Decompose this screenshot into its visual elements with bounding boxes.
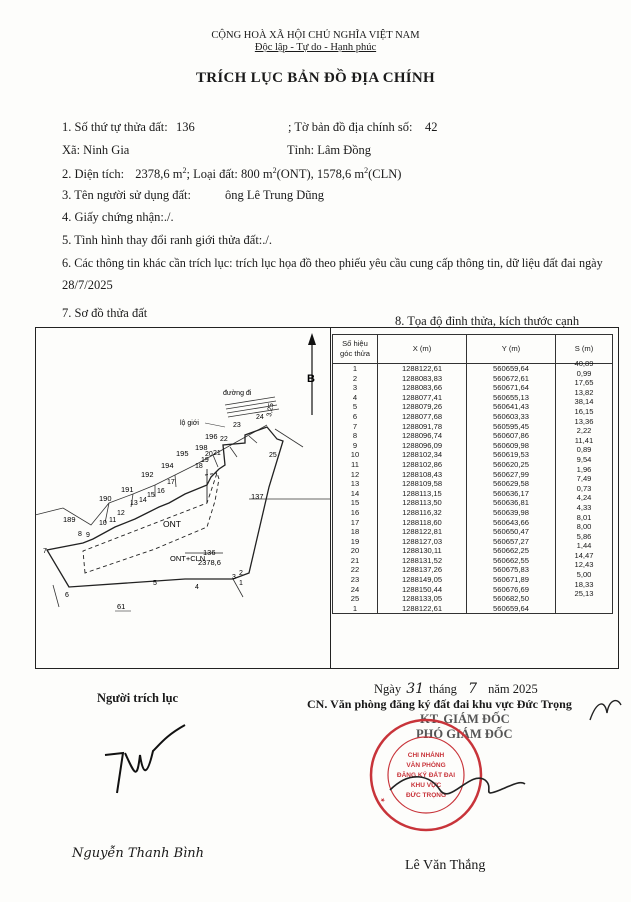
x-cell: 1288122,61	[378, 604, 467, 614]
table-row	[333, 518, 613, 528]
vertex-label-13: 13	[130, 500, 138, 507]
side-length: 18,33	[574, 579, 594, 589]
side-length: 38,14	[574, 397, 594, 407]
vertex-label-25: 25	[269, 452, 277, 459]
extractor-title: Người trích lục	[97, 691, 179, 705]
table-row	[333, 364, 613, 374]
y-cell: 560641,43	[467, 402, 556, 412]
boundary-change-text: 5. Tình hình thay đổi ranh giới thửa đất:./.	[62, 233, 273, 247]
vertex-cell: 4	[333, 393, 378, 403]
owner-label: 3. Tên người sử dụng đất:	[62, 188, 191, 202]
table-row	[333, 508, 613, 518]
frame-divider	[330, 328, 331, 668]
x-cell: 1288149,05	[378, 575, 467, 585]
vertex-label-8: 8	[78, 531, 82, 538]
table-row	[333, 441, 613, 451]
table-row	[333, 585, 613, 595]
side-length: 40,89	[574, 359, 594, 368]
side-length: 14,47	[574, 550, 594, 560]
vertex-label-5: 5	[153, 580, 157, 587]
x-cell: 1288096,09	[378, 441, 467, 451]
side-length: 2,22	[576, 426, 592, 436]
x-cell: 1288077,41	[378, 393, 467, 403]
date-prefix: Ngày	[374, 682, 402, 696]
vertex-cell: 24	[333, 585, 378, 595]
table-row	[333, 594, 613, 604]
side-length: 4,33	[576, 502, 592, 512]
col-header-y: Y (m)	[467, 335, 556, 364]
y-cell: 560676,69	[467, 585, 556, 595]
vertex-label-7: 7	[43, 548, 47, 555]
y-cell: 560662,25	[467, 546, 556, 556]
table-row	[333, 431, 613, 441]
stamp-line-4: KHU VỰC	[410, 782, 442, 789]
x-cell: 1288077,68	[378, 412, 467, 422]
table-row	[333, 604, 613, 614]
nation-heading: CỘNG HOÀ XÃ HỘI CHỦ NGHĨA VIỆT NAM	[211, 30, 420, 41]
side-cell	[556, 604, 613, 614]
x-cell: 1288122,61	[378, 364, 467, 374]
side-length: 9,54	[576, 454, 592, 464]
x-cell: 1288122,81	[378, 527, 467, 537]
y-cell: 560629,58	[467, 479, 556, 489]
vertex-cell: 9	[333, 441, 378, 451]
y-cell: 560671,64	[467, 383, 556, 393]
land-type-label: ; Loại đất:	[186, 167, 238, 182]
side-length: 0,89	[576, 445, 592, 455]
y-cell: 560607,86	[467, 431, 556, 441]
y-cell: 560619,53	[467, 450, 556, 460]
commune-text: Xã: Ninh Gia	[62, 143, 130, 157]
parcel-no-value: 136	[176, 120, 195, 134]
vertex-cell: 25	[333, 594, 378, 604]
date-line	[374, 681, 538, 697]
parcel-label-top: ONT+CLN	[170, 554, 206, 563]
director-name: Lê Văn Thắng	[405, 858, 486, 873]
table-row	[333, 422, 613, 432]
motto-heading: Độc lập - Tự do - Hạnh phúc	[254, 42, 377, 53]
y-cell: 560603,33	[467, 412, 556, 422]
side-length: 13,82	[574, 387, 594, 397]
vertex-label-10: 10	[99, 520, 107, 527]
margin-mark	[585, 695, 625, 725]
vertex-label-23: 23	[233, 422, 241, 429]
diagram-label: 7. Sơ đồ thửa đất	[62, 306, 148, 320]
director-signature	[380, 760, 530, 820]
col-header-x: X (m)	[378, 335, 467, 364]
parcel-area: 2378,6	[198, 558, 221, 567]
x-cell: 1288113,15	[378, 489, 467, 499]
land-type-cln: (CLN)	[368, 167, 402, 182]
sheet-no-value: 42	[425, 120, 438, 134]
y-cell: 560595,45	[467, 422, 556, 432]
side-length: 7,49	[576, 474, 592, 484]
y-cell: 560671,89	[467, 575, 556, 585]
side-length: 0,99	[576, 368, 592, 378]
svg-text:★: ★	[379, 795, 388, 804]
vertex-cell: 21	[333, 556, 378, 566]
vertex-label-11: 11	[109, 517, 117, 524]
extractor-name: Nguyễn Thanh Bình	[72, 846, 205, 861]
vertex-cell: 5	[333, 402, 378, 412]
road-label: đường đi	[223, 390, 252, 397]
vertex-label-14: 14	[139, 497, 147, 504]
vertex-cell: 16	[333, 508, 378, 518]
owner-value: ông Lê Trung Dũng	[225, 188, 324, 202]
table-row	[333, 537, 613, 547]
north-arrow-icon	[307, 333, 316, 415]
neighbor-194: 194	[161, 461, 174, 470]
side-length: 12,43	[574, 560, 594, 570]
side-length: 25,13	[574, 589, 594, 599]
x-cell: 1288127,03	[378, 537, 467, 547]
y-cell: 560650,47	[467, 527, 556, 537]
vertex-label-18: 18	[195, 463, 203, 470]
vertex-cell: 12	[333, 470, 378, 480]
vertex-cell: 18	[333, 527, 378, 537]
coordinates-table	[332, 334, 613, 614]
y-cell: 560682,50	[467, 594, 556, 604]
neighbor-196: 196	[205, 432, 218, 441]
side-cell	[556, 589, 613, 604]
vertex-cell: 6	[333, 412, 378, 422]
vertex-cell: 13	[333, 479, 378, 489]
kt-title: KT. GIÁM ĐỐC	[420, 712, 510, 726]
x-cell: 1288096,74	[378, 431, 467, 441]
side-length: 11,41	[574, 435, 594, 445]
x-cell: 1288118,60	[378, 518, 467, 528]
land-type-sup-2: 2	[364, 166, 369, 175]
x-cell: 1288150,44	[378, 585, 467, 595]
neighbor-191: 191	[121, 485, 134, 494]
y-cell: 560636,17	[467, 489, 556, 499]
x-cell: 1288109,58	[378, 479, 467, 489]
north-label: B	[307, 373, 315, 385]
vertex-label-2: 2	[239, 570, 243, 577]
table-row	[333, 575, 613, 585]
neighbor-61: 61	[117, 602, 126, 611]
x-cell: 1288091,78	[378, 422, 467, 432]
side-length: 16,15	[574, 406, 594, 416]
table-row	[333, 393, 613, 403]
side-length: 4,24	[576, 493, 592, 503]
vertex-cell: 11	[333, 460, 378, 470]
vertex-label-21: 21	[213, 450, 221, 457]
vertex-label-6: 6	[65, 592, 69, 599]
y-cell: 560627,99	[467, 470, 556, 480]
coords-label: 8. Tọa độ đỉnh thửa, kích thước cạnh	[395, 314, 580, 328]
side-length: 5,86	[576, 531, 592, 541]
vertex-cell: 10	[333, 450, 378, 460]
land-type-sup-1: 2	[272, 166, 277, 175]
extractor-signature	[95, 715, 205, 805]
table-row	[333, 374, 613, 384]
table-row	[333, 489, 613, 499]
vertex-label-20: 20	[205, 451, 213, 458]
x-cell: 1288108,43	[378, 470, 467, 480]
vertex-label-24: 24	[256, 414, 264, 421]
x-cell: 1288079,26	[378, 402, 467, 412]
x-cell: 1288130,11	[378, 546, 467, 556]
y-cell: 560662,55	[467, 556, 556, 566]
x-cell: 1288131,52	[378, 556, 467, 566]
y-cell: 560657,27	[467, 537, 556, 547]
vertex-cell: 23	[333, 575, 378, 585]
vertex-label-4: 4	[195, 584, 199, 591]
parcel-map	[35, 327, 330, 667]
y-cell: 560620,25	[467, 460, 556, 470]
table-row	[333, 383, 613, 393]
stamp-line-3: ĐĂNG KÝ ĐẤT ĐAI	[396, 772, 456, 779]
side-length: 5,00	[576, 570, 592, 580]
neighbor-189: 189	[63, 515, 76, 524]
vertex-cell: 20	[333, 546, 378, 556]
vertex-label-9: 9	[86, 532, 90, 539]
deputy-title: PHÓ GIÁM ĐỐC	[416, 727, 513, 741]
col-header-s: S (m)	[556, 335, 613, 364]
table-row	[333, 556, 613, 566]
vertex-label-3: 3	[232, 574, 236, 581]
vertex-label-12: 12	[117, 510, 125, 517]
date-month-label: tháng	[429, 682, 457, 696]
vertex-label-1: 1	[239, 580, 243, 587]
table-row	[333, 470, 613, 480]
area-superscript: 2	[182, 166, 187, 175]
col-header-vertex: Số hiệu góc thửa	[333, 335, 378, 364]
stamp-line-1: CHI NHÁNH	[407, 752, 445, 759]
table-row	[333, 460, 613, 470]
parcel-no-label: 1. Số thứ tự thửa đất:	[62, 120, 168, 134]
x-cell: 1288102,86	[378, 460, 467, 470]
other-info-line-1: 6. Các thông tin khác cần trích lục: trích lục họa đồ theo phiếu yêu cầu cung cấp thông tin, dữ liệu đất đai ngày	[62, 256, 603, 270]
ont-label: ONT	[163, 519, 181, 529]
vertex-cell: 19	[333, 537, 378, 547]
certificate-text: 4. Giấy chứng nhận:./.	[62, 210, 174, 224]
date-day: 31	[406, 681, 425, 697]
side-length: 0,73	[576, 483, 592, 493]
lo-gioi-label: lộ giới	[180, 420, 199, 427]
side-length: 13,36	[574, 416, 594, 426]
side-length: 8,00	[576, 522, 592, 532]
sheet-no-label: ; Tờ bản đồ địa chính số:	[288, 120, 413, 134]
table-row	[333, 402, 613, 412]
vertex-cell: 1	[333, 604, 378, 614]
neighbor-198: 198	[195, 443, 208, 452]
vertex-cell: 1	[333, 364, 378, 374]
y-cell: 560636,81	[467, 498, 556, 508]
table-row	[333, 546, 613, 556]
land-type-ont: (ONT), 1578,6 m	[276, 167, 365, 182]
table-row	[333, 412, 613, 422]
vertex-cell: 14	[333, 489, 378, 499]
side-length: 1,96	[576, 464, 592, 474]
neighbor-192: 192	[141, 470, 154, 479]
area-line	[62, 166, 401, 182]
x-cell: 1288137,26	[378, 565, 467, 575]
vertex-cell: 7	[333, 422, 378, 432]
document-title: TRÍCH LỤC BẢN ĐỒ ĐỊA CHÍNH	[195, 70, 436, 86]
parcel-number: 136	[203, 548, 216, 557]
vertex-label-15: 15	[147, 492, 155, 499]
vertex-cell: 22	[333, 565, 378, 575]
x-cell: 1288113,50	[378, 498, 467, 508]
land-type-value-1: 800 m	[241, 167, 273, 182]
vertex-label-16: 16	[157, 488, 165, 495]
area-value: 2378,6 m	[135, 167, 183, 182]
vertex-cell: 17	[333, 518, 378, 528]
x-cell: 1288133,05	[378, 594, 467, 604]
y-cell: 560672,61	[467, 374, 556, 384]
x-cell: 1288116,32	[378, 508, 467, 518]
other-info-line-2: 28/7/2025	[62, 278, 113, 292]
y-cell: 560643,66	[467, 518, 556, 528]
vertex-cell: 8	[333, 431, 378, 441]
y-cell: 560675,83	[467, 565, 556, 575]
y-cell: 560659,64	[467, 364, 556, 374]
y-cell: 560659,64	[467, 604, 556, 614]
table-row	[333, 527, 613, 537]
stamp-line-2: VĂN PHÒNG	[406, 762, 446, 769]
neighbor-195: 195	[176, 449, 189, 458]
x-cell: 1288083,66	[378, 383, 467, 393]
coordinates-table-body	[333, 359, 613, 614]
neighbor-137: 137	[251, 492, 264, 501]
side-length: 8,01	[576, 512, 592, 522]
vertex-cell: 2	[333, 374, 378, 384]
y-cell: 560639,98	[467, 508, 556, 518]
parcel-outline	[47, 427, 283, 587]
x-cell: 1288083,83	[378, 374, 467, 384]
table-row	[333, 565, 613, 575]
date-year: năm 2025	[488, 682, 538, 696]
table-row	[333, 450, 613, 460]
vertex-label-17: 17	[167, 479, 175, 486]
x-cell: 1288102,34	[378, 450, 467, 460]
y-cell: 560655,13	[467, 393, 556, 403]
road-width-label: 3,25	[266, 402, 276, 418]
office-title: CN. Văn phòng đăng ký đất đai khu vực Đức Trọng	[307, 697, 572, 711]
vertex-label-22: 22	[220, 436, 228, 443]
vertex-cell: 15	[333, 498, 378, 508]
neighbor-190: 190	[99, 494, 112, 503]
vertex-label-19: 19	[201, 457, 209, 464]
vertex-cell: 3	[333, 383, 378, 393]
table-row	[333, 498, 613, 508]
side-length: 17,65	[574, 378, 594, 388]
area-label: 2. Diện tích:	[62, 167, 125, 182]
side-length: 1,44	[576, 541, 592, 551]
table-row	[333, 479, 613, 489]
province-text: Tỉnh: Lâm Đồng	[287, 143, 372, 157]
date-month: 7	[468, 681, 477, 697]
stamp-line-5: ĐỨC TRỌNG	[405, 792, 447, 799]
y-cell: 560609,98	[467, 441, 556, 451]
